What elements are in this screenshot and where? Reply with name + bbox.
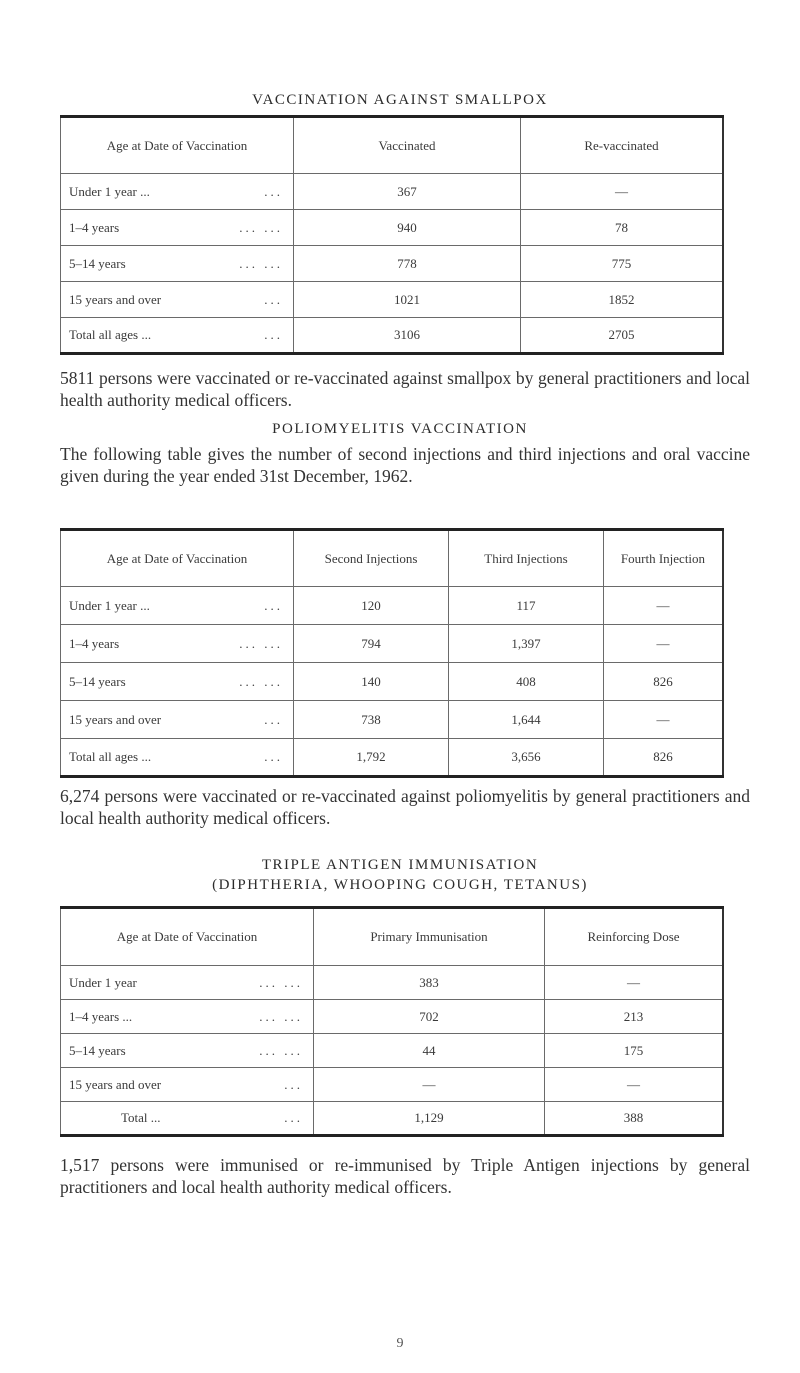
polio-title: POLIOMYELITIS VACCINATION <box>272 421 528 437</box>
cell-third: 3,656 <box>449 739 604 777</box>
table-row-total <box>61 1102 724 1136</box>
cell-primary: 1,129 <box>314 1102 545 1136</box>
row-age-label: Total all ages ... ... <box>61 318 294 354</box>
cell-reinforcing: 175 <box>545 1034 724 1068</box>
row-age-label: Total ... ... <box>61 1102 314 1136</box>
cell-third: 1,397 <box>449 625 604 663</box>
table-row <box>61 1000 724 1034</box>
cell-revaccinated: — <box>521 174 724 210</box>
row-age-label: 5–14 years ... ... <box>61 246 294 282</box>
header-fourth-injection: Fourth Injection <box>604 530 724 587</box>
cell-vaccinated: 1021 <box>294 282 521 318</box>
row-age-label: Under 1 year ... ... <box>61 174 294 210</box>
row-age-label: Under 1 year ... ... <box>61 966 314 1000</box>
row-age-label: 15 years and over ... <box>61 1068 314 1102</box>
smallpox-note: 5811 persons were vaccinated or re-vaccinated against smallpox by general practitioners and local health authority medical officers. <box>60 368 750 410</box>
table-row <box>61 210 724 246</box>
cell-primary: 44 <box>314 1034 545 1068</box>
cell-revaccinated: 2705 <box>521 318 724 354</box>
header-revaccinated: Re-vaccinated <box>521 117 724 174</box>
cell-vaccinated: 3106 <box>294 318 521 354</box>
cell-fourth: — <box>604 587 724 625</box>
cell-vaccinated: 778 <box>294 246 521 282</box>
table-row <box>61 174 724 210</box>
header-second-injections: Second Injections <box>294 530 449 587</box>
header-reinforcing: Reinforcing Dose <box>545 908 724 966</box>
cell-fourth: — <box>604 701 724 739</box>
table-row <box>61 246 724 282</box>
table-row <box>61 701 724 739</box>
cell-reinforcing: — <box>545 1068 724 1102</box>
cell-vaccinated: 367 <box>294 174 521 210</box>
table-row <box>61 587 724 625</box>
cell-fourth: 826 <box>604 663 724 701</box>
table-row-total <box>61 739 724 777</box>
header-age: Age at Date of Vaccination <box>61 117 294 174</box>
cell-reinforcing: 213 <box>545 1000 724 1034</box>
triple-note: 1,517 persons were immunised or re-immunised by Triple Antigen injections by general practitioners and local health authority medical officers. <box>60 1155 750 1197</box>
table-row <box>61 282 724 318</box>
cell-primary: — <box>314 1068 545 1102</box>
table-row <box>61 966 724 1000</box>
smallpox-table <box>60 115 724 355</box>
polio-table <box>60 528 724 778</box>
triple-title: TRIPLE ANTIGEN IMMUNISATION <box>261 857 539 873</box>
polio-note: 6,274 persons were vaccinated or re-vaccinated against poliomyelitis by general practitioners and local health authority medical officers. <box>60 786 750 828</box>
row-age-label: 1–4 years ... ... <box>61 210 294 246</box>
row-age-label: Under 1 year ... ... <box>61 587 294 625</box>
smallpox-title: VACCINATION AGAINST SMALLPOX <box>252 92 548 108</box>
table-row <box>61 1034 724 1068</box>
row-age-label: 1–4 years ... ... <box>61 625 294 663</box>
cell-reinforcing: — <box>545 966 724 1000</box>
triple-table <box>60 906 724 1137</box>
header-age: Age at Date of Vaccination <box>61 908 314 966</box>
cell-revaccinated: 1852 <box>521 282 724 318</box>
cell-third: 1,644 <box>449 701 604 739</box>
header-vaccinated: Vaccinated <box>294 117 521 174</box>
header-primary: Primary Immunisation <box>314 908 545 966</box>
row-age-label: 5–14 years ... ... <box>61 663 294 701</box>
cell-reinforcing: 388 <box>545 1102 724 1136</box>
table-row-total <box>61 318 724 354</box>
cell-primary: 702 <box>314 1000 545 1034</box>
table-row <box>61 625 724 663</box>
header-age: Age at Date of Vaccination <box>61 530 294 587</box>
table-row <box>61 1068 724 1102</box>
cell-second: 140 <box>294 663 449 701</box>
row-age-label: Total all ages ... ... <box>61 739 294 777</box>
cell-second: 1,792 <box>294 739 449 777</box>
cell-third: 117 <box>449 587 604 625</box>
cell-fourth: 826 <box>604 739 724 777</box>
triple-subtitle: (DIPHTHERIA, WHOOPING COUGH, TETANUS) <box>212 877 588 893</box>
cell-primary: 383 <box>314 966 545 1000</box>
cell-second: 794 <box>294 625 449 663</box>
table-row <box>61 663 724 701</box>
cell-revaccinated: 775 <box>521 246 724 282</box>
cell-second: 120 <box>294 587 449 625</box>
row-age-label: 15 years and over ... <box>61 282 294 318</box>
cell-vaccinated: 940 <box>294 210 521 246</box>
polio-intro: The following table gives the number of second injections and third injections and oral vaccine given during the year ended 31st December, 1962. <box>60 444 750 486</box>
header-third-injections: Third Injections <box>449 530 604 587</box>
cell-second: 738 <box>294 701 449 739</box>
page-number: 9 <box>396 1336 404 1351</box>
row-age-label: 1–4 years ... ... ... <box>61 1000 314 1034</box>
cell-fourth: — <box>604 625 724 663</box>
cell-third: 408 <box>449 663 604 701</box>
row-age-label: 15 years and over ... <box>61 701 294 739</box>
row-age-label: 5–14 years ... ... <box>61 1034 314 1068</box>
cell-revaccinated: 78 <box>521 210 724 246</box>
